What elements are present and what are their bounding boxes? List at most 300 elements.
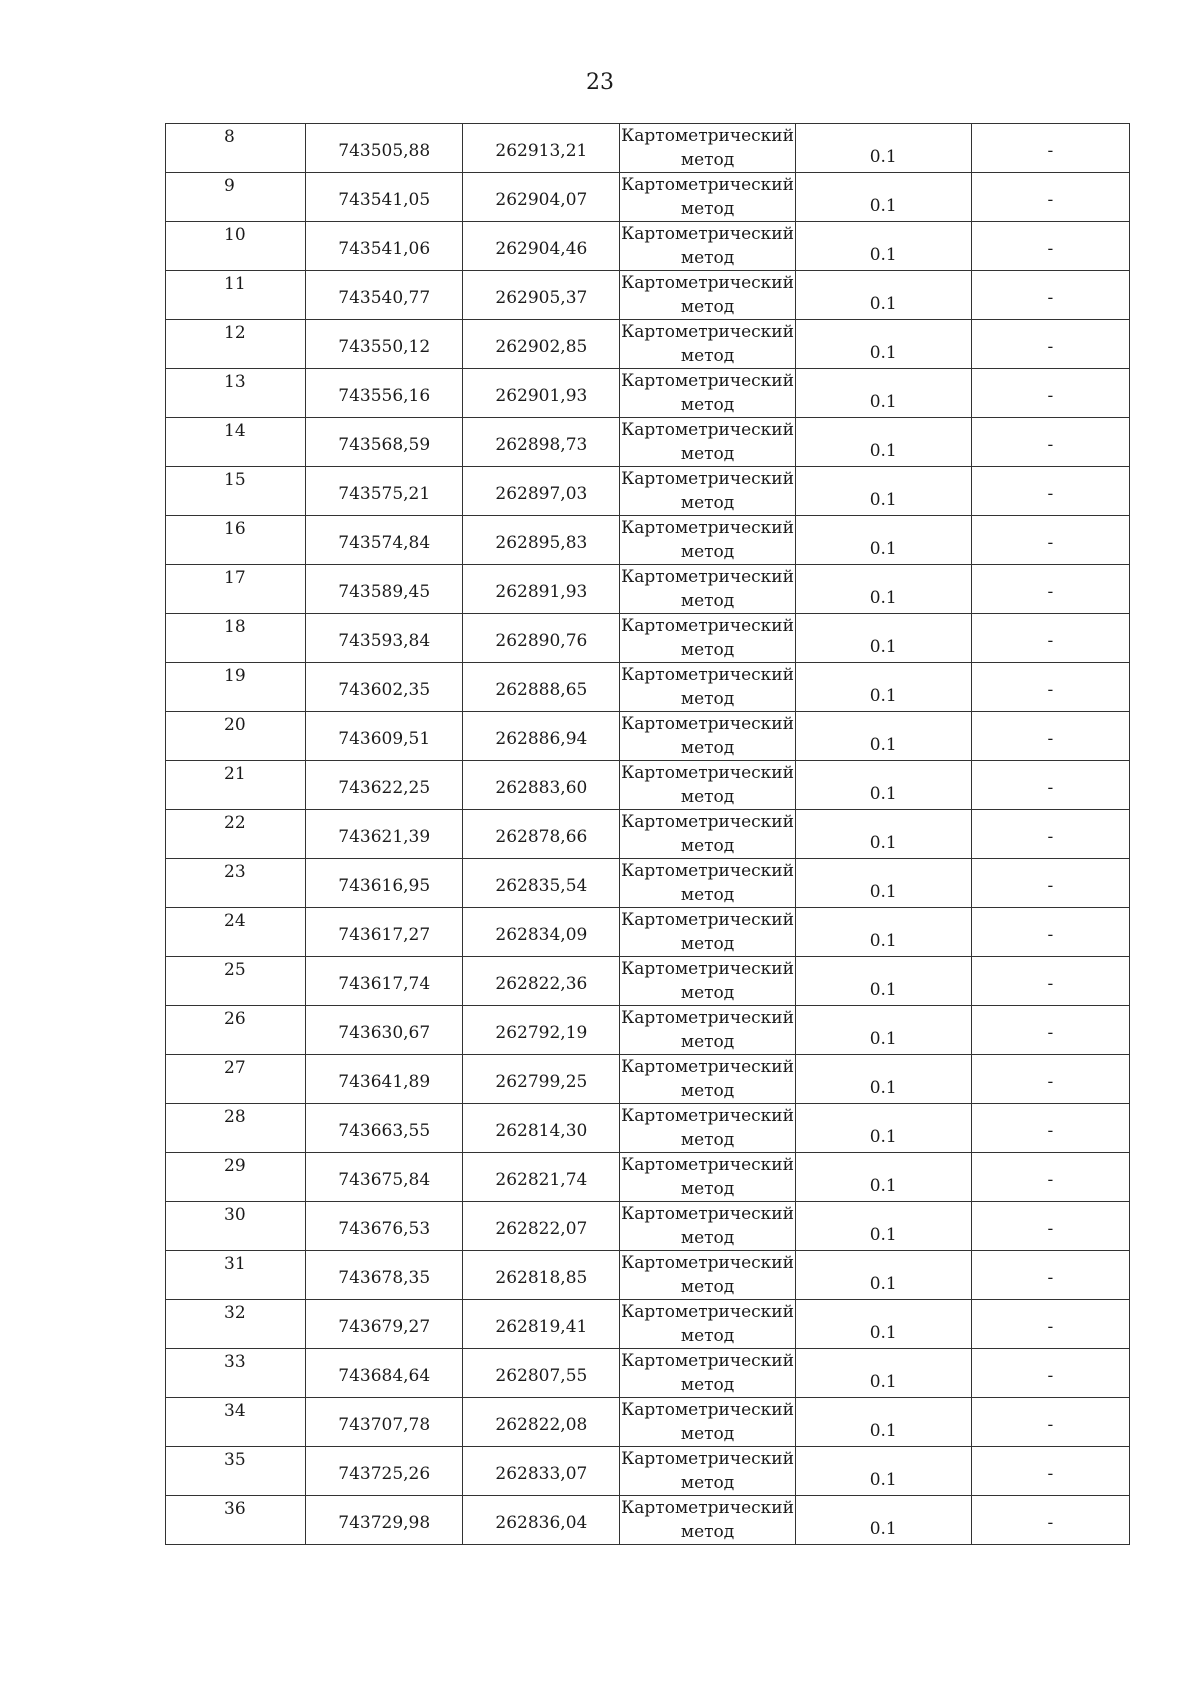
accuracy-cell	[795, 1202, 971, 1251]
method-text: Картометрический метод	[621, 1498, 794, 1542]
table-row	[166, 1202, 1130, 1251]
method-cell	[620, 1447, 795, 1496]
method-text: Картометрический метод	[621, 420, 794, 464]
x-coordinate-text: 743641,89	[338, 1072, 431, 1092]
x-coordinate-cell	[306, 1202, 463, 1251]
description-text: -	[1047, 435, 1054, 455]
y-coordinate-text: 262913,21	[495, 141, 588, 161]
accuracy-text: 0.1	[869, 245, 897, 265]
x-coordinate-cell	[306, 1251, 463, 1300]
description-text: -	[1047, 1072, 1054, 1092]
x-coordinate-cell	[306, 565, 463, 614]
description-cell	[971, 1300, 1129, 1349]
point-number-text: 17	[224, 568, 246, 588]
x-coordinate-cell	[306, 173, 463, 222]
method-text: Картометрический метод	[621, 1351, 794, 1395]
x-coordinate-text: 743589,45	[338, 582, 431, 602]
x-coordinate-text: 743609,51	[338, 729, 431, 749]
point-number-text: 8	[224, 127, 235, 147]
point-number-text: 35	[224, 1450, 246, 1470]
y-coordinate-cell	[463, 712, 620, 761]
description-cell	[971, 1055, 1129, 1104]
y-coordinate-text: 262905,37	[495, 288, 588, 308]
x-coordinate-cell	[306, 859, 463, 908]
description-cell	[971, 320, 1129, 369]
description-text: -	[1047, 1219, 1054, 1239]
point-number-cell	[166, 957, 306, 1006]
accuracy-text: 0.1	[869, 1127, 897, 1147]
accuracy-cell	[795, 1349, 971, 1398]
point-number-cell	[166, 1251, 306, 1300]
point-number-cell	[166, 663, 306, 712]
description-text: -	[1047, 190, 1054, 210]
accuracy-text: 0.1	[869, 588, 897, 608]
x-coordinate-cell	[306, 1398, 463, 1447]
accuracy-text: 0.1	[869, 392, 897, 412]
method-cell	[620, 1055, 795, 1104]
point-number-text: 11	[224, 274, 246, 294]
method-cell	[620, 614, 795, 663]
x-coordinate-text: 743568,59	[338, 435, 431, 455]
x-coordinate-text: 743616,95	[338, 876, 431, 896]
y-coordinate-text: 262836,04	[495, 1513, 588, 1533]
point-number-text: 23	[224, 862, 246, 882]
y-coordinate-cell	[463, 1447, 620, 1496]
description-cell	[971, 663, 1129, 712]
accuracy-text: 0.1	[869, 1421, 897, 1441]
y-coordinate-text: 262904,46	[495, 239, 588, 259]
point-number-text: 22	[224, 813, 246, 833]
accuracy-text: 0.1	[869, 1470, 897, 1490]
method-cell	[620, 320, 795, 369]
accuracy-text: 0.1	[869, 784, 897, 804]
x-coordinate-text: 743707,78	[338, 1415, 431, 1435]
description-text: -	[1047, 1464, 1054, 1484]
page-number: 23	[586, 70, 614, 95]
y-coordinate-text: 262891,93	[495, 582, 588, 602]
description-cell	[971, 1104, 1129, 1153]
y-coordinate-cell	[463, 1349, 620, 1398]
description-text: -	[1047, 1317, 1054, 1337]
point-number-text: 30	[224, 1205, 246, 1225]
y-coordinate-text: 262792,19	[495, 1023, 588, 1043]
description-cell	[971, 1251, 1129, 1300]
description-text: -	[1047, 288, 1054, 308]
method-text: Картометрический метод	[621, 1400, 794, 1444]
y-coordinate-cell	[463, 1104, 620, 1153]
method-text: Картометрический метод	[621, 1008, 794, 1052]
method-cell	[620, 1496, 795, 1545]
method-text: Картометрический метод	[621, 861, 794, 905]
table-row	[166, 1251, 1130, 1300]
table-row	[166, 173, 1130, 222]
table-row	[166, 761, 1130, 810]
method-cell	[620, 1202, 795, 1251]
method-cell	[620, 859, 795, 908]
y-coordinate-cell	[463, 418, 620, 467]
y-coordinate-text: 262888,65	[495, 680, 588, 700]
description-cell	[971, 1202, 1129, 1251]
x-coordinate-text: 743684,64	[338, 1366, 431, 1386]
y-coordinate-cell	[463, 369, 620, 418]
y-coordinate-cell	[463, 859, 620, 908]
method-text: Картометрический метод	[621, 567, 794, 611]
method-text: Картометрический метод	[621, 224, 794, 268]
point-number-text: 18	[224, 617, 246, 637]
method-cell	[620, 1251, 795, 1300]
y-coordinate-cell	[463, 320, 620, 369]
accuracy-text: 0.1	[869, 1274, 897, 1294]
point-number-text: 36	[224, 1499, 246, 1519]
x-coordinate-text: 743556,16	[338, 386, 431, 406]
point-number-text: 26	[224, 1009, 246, 1029]
description-text: -	[1047, 1268, 1054, 1288]
method-text: Картометрический метод	[621, 1204, 794, 1248]
method-cell	[620, 1104, 795, 1153]
x-coordinate-text: 743621,39	[338, 827, 431, 847]
method-text: Картометрический метод	[621, 616, 794, 660]
y-coordinate-text: 262895,83	[495, 533, 588, 553]
table-body	[166, 124, 1130, 1545]
point-number-cell	[166, 1006, 306, 1055]
y-coordinate-text: 262822,08	[495, 1415, 588, 1435]
description-cell	[971, 124, 1129, 173]
point-number-text: 9	[224, 176, 235, 196]
point-number-text: 10	[224, 225, 246, 245]
x-coordinate-text: 743540,77	[338, 288, 431, 308]
point-number-text: 20	[224, 715, 246, 735]
method-text: Картометрический метод	[621, 1106, 794, 1150]
y-coordinate-cell	[463, 1202, 620, 1251]
accuracy-text: 0.1	[869, 931, 897, 951]
point-number-cell	[166, 1055, 306, 1104]
point-number-cell	[166, 1447, 306, 1496]
table-row	[166, 516, 1130, 565]
method-text: Картометрический метод	[621, 763, 794, 807]
x-coordinate-cell	[306, 369, 463, 418]
method-text: Картометрический метод	[621, 469, 794, 513]
description-text: -	[1047, 386, 1054, 406]
y-coordinate-cell	[463, 222, 620, 271]
accuracy-cell	[795, 467, 971, 516]
description-cell	[971, 467, 1129, 516]
accuracy-cell	[795, 1300, 971, 1349]
point-number-cell	[166, 173, 306, 222]
description-cell	[971, 1349, 1129, 1398]
point-number-text: 31	[224, 1254, 246, 1274]
x-coordinate-text: 743593,84	[338, 631, 431, 651]
table-row	[166, 663, 1130, 712]
table-row	[166, 810, 1130, 859]
accuracy-text: 0.1	[869, 833, 897, 853]
x-coordinate-cell	[306, 1153, 463, 1202]
description-text: -	[1047, 876, 1054, 896]
accuracy-cell	[795, 1398, 971, 1447]
x-coordinate-text: 743541,06	[338, 239, 431, 259]
point-number-cell	[166, 859, 306, 908]
method-cell	[620, 124, 795, 173]
description-cell	[971, 859, 1129, 908]
point-number-text: 24	[224, 911, 246, 931]
accuracy-text: 0.1	[869, 637, 897, 657]
method-text: Картометрический метод	[621, 665, 794, 709]
accuracy-text: 0.1	[869, 490, 897, 510]
point-number-text: 13	[224, 372, 246, 392]
accuracy-text: 0.1	[869, 686, 897, 706]
table-row	[166, 320, 1130, 369]
method-cell	[620, 908, 795, 957]
y-coordinate-text: 262818,85	[495, 1268, 588, 1288]
accuracy-cell	[795, 1104, 971, 1153]
description-cell	[971, 1447, 1129, 1496]
y-coordinate-cell	[463, 908, 620, 957]
x-coordinate-cell	[306, 908, 463, 957]
accuracy-cell	[795, 1006, 971, 1055]
accuracy-cell	[795, 565, 971, 614]
description-text: -	[1047, 1513, 1054, 1533]
y-coordinate-cell	[463, 565, 620, 614]
y-coordinate-text: 262901,93	[495, 386, 588, 406]
description-cell	[971, 271, 1129, 320]
description-text: -	[1047, 729, 1054, 749]
x-coordinate-cell	[306, 320, 463, 369]
accuracy-text: 0.1	[869, 294, 897, 314]
description-cell	[971, 369, 1129, 418]
table-row	[166, 712, 1130, 761]
method-text: Картометрический метод	[621, 959, 794, 1003]
method-text: Картометрический метод	[621, 371, 794, 415]
accuracy-cell	[795, 173, 971, 222]
point-number-cell	[166, 271, 306, 320]
description-text: -	[1047, 484, 1054, 504]
x-coordinate-text: 743678,35	[338, 1268, 431, 1288]
x-coordinate-text: 743676,53	[338, 1219, 431, 1239]
description-text: -	[1047, 1366, 1054, 1386]
x-coordinate-cell	[306, 663, 463, 712]
method-cell	[620, 271, 795, 320]
table-row	[166, 1496, 1130, 1545]
x-coordinate-text: 743675,84	[338, 1170, 431, 1190]
point-number-cell	[166, 222, 306, 271]
table-row	[166, 418, 1130, 467]
y-coordinate-text: 262878,66	[495, 827, 588, 847]
y-coordinate-cell	[463, 1251, 620, 1300]
accuracy-cell	[795, 712, 971, 761]
x-coordinate-cell	[306, 1300, 463, 1349]
method-text: Картометрический метод	[621, 714, 794, 758]
method-cell	[620, 173, 795, 222]
accuracy-cell	[795, 1153, 971, 1202]
y-coordinate-text: 262799,25	[495, 1072, 588, 1092]
x-coordinate-cell	[306, 516, 463, 565]
x-coordinate-cell	[306, 271, 463, 320]
x-coordinate-cell	[306, 1104, 463, 1153]
y-coordinate-cell	[463, 1300, 620, 1349]
method-cell	[620, 418, 795, 467]
accuracy-text: 0.1	[869, 1519, 897, 1539]
description-text: -	[1047, 778, 1054, 798]
table-row	[166, 467, 1130, 516]
y-coordinate-text: 262819,41	[495, 1317, 588, 1337]
method-text: Картометрический метод	[621, 1449, 794, 1493]
y-coordinate-cell	[463, 957, 620, 1006]
x-coordinate-text: 743505,88	[338, 141, 431, 161]
y-coordinate-text: 262897,03	[495, 484, 588, 504]
method-cell	[620, 663, 795, 712]
accuracy-cell	[795, 957, 971, 1006]
description-cell	[971, 173, 1129, 222]
table-row	[166, 124, 1130, 173]
description-cell	[971, 1496, 1129, 1545]
description-cell	[971, 712, 1129, 761]
table-row	[166, 271, 1130, 320]
description-cell	[971, 1153, 1129, 1202]
point-number-cell	[166, 1496, 306, 1545]
description-text: -	[1047, 974, 1054, 994]
description-text: -	[1047, 1121, 1054, 1141]
method-cell	[620, 1349, 795, 1398]
table-row	[166, 614, 1130, 663]
accuracy-text: 0.1	[869, 441, 897, 461]
description-cell	[971, 565, 1129, 614]
y-coordinate-text: 262822,36	[495, 974, 588, 994]
point-number-cell	[166, 1300, 306, 1349]
y-coordinate-cell	[463, 761, 620, 810]
table-row	[166, 369, 1130, 418]
method-text: Картометрический метод	[621, 273, 794, 317]
method-cell	[620, 761, 795, 810]
y-coordinate-text: 262835,54	[495, 876, 588, 896]
method-cell	[620, 1398, 795, 1447]
point-number-text: 28	[224, 1107, 246, 1127]
y-coordinate-text: 262822,07	[495, 1219, 588, 1239]
accuracy-text: 0.1	[869, 735, 897, 755]
x-coordinate-cell	[306, 810, 463, 859]
description-text: -	[1047, 141, 1054, 161]
method-text: Картометрический метод	[621, 518, 794, 562]
x-coordinate-cell	[306, 124, 463, 173]
y-coordinate-cell	[463, 516, 620, 565]
point-number-text: 12	[224, 323, 246, 343]
description-text: -	[1047, 533, 1054, 553]
accuracy-cell	[795, 908, 971, 957]
y-coordinate-text: 262904,07	[495, 190, 588, 210]
accuracy-cell	[795, 1251, 971, 1300]
description-text: -	[1047, 827, 1054, 847]
point-number-cell	[166, 1398, 306, 1447]
accuracy-cell	[795, 1447, 971, 1496]
x-coordinate-cell	[306, 1496, 463, 1545]
description-text: -	[1047, 239, 1054, 259]
y-coordinate-text: 262833,07	[495, 1464, 588, 1484]
description-cell	[971, 761, 1129, 810]
description-cell	[971, 957, 1129, 1006]
x-coordinate-cell	[306, 1349, 463, 1398]
point-number-cell	[166, 1202, 306, 1251]
accuracy-cell	[795, 516, 971, 565]
table-row	[166, 908, 1130, 957]
y-coordinate-text: 262890,76	[495, 631, 588, 651]
point-number-cell	[166, 565, 306, 614]
description-text: -	[1047, 631, 1054, 651]
method-text: Картометрический метод	[621, 1155, 794, 1199]
description-text: -	[1047, 582, 1054, 602]
accuracy-text: 0.1	[869, 1225, 897, 1245]
table-row	[166, 565, 1130, 614]
x-coordinate-text: 743541,05	[338, 190, 431, 210]
y-coordinate-cell	[463, 1496, 620, 1545]
y-coordinate-cell	[463, 810, 620, 859]
accuracy-text: 0.1	[869, 1029, 897, 1049]
accuracy-cell	[795, 418, 971, 467]
method-cell	[620, 712, 795, 761]
description-text: -	[1047, 1170, 1054, 1190]
point-number-cell	[166, 1104, 306, 1153]
method-cell	[620, 1006, 795, 1055]
point-number-text: 27	[224, 1058, 246, 1078]
accuracy-cell	[795, 810, 971, 859]
method-cell	[620, 369, 795, 418]
x-coordinate-text: 743679,27	[338, 1317, 431, 1337]
accuracy-text: 0.1	[869, 343, 897, 363]
method-text: Картометрический метод	[621, 1057, 794, 1101]
coordinates-table	[165, 123, 1130, 1545]
x-coordinate-text: 743575,21	[338, 484, 431, 504]
accuracy-text: 0.1	[869, 980, 897, 1000]
method-cell	[620, 1153, 795, 1202]
x-coordinate-cell	[306, 467, 463, 516]
x-coordinate-text: 743550,12	[338, 337, 431, 357]
description-cell	[971, 222, 1129, 271]
method-text: Картометрический метод	[621, 910, 794, 954]
x-coordinate-text: 743630,67	[338, 1023, 431, 1043]
y-coordinate-cell	[463, 1153, 620, 1202]
accuracy-cell	[795, 761, 971, 810]
method-text: Картометрический метод	[621, 1302, 794, 1346]
method-cell	[620, 565, 795, 614]
table-row	[166, 1447, 1130, 1496]
x-coordinate-cell	[306, 1447, 463, 1496]
method-cell	[620, 467, 795, 516]
y-coordinate-cell	[463, 467, 620, 516]
point-number-cell	[166, 761, 306, 810]
description-cell	[971, 418, 1129, 467]
point-number-cell	[166, 908, 306, 957]
x-coordinate-text: 743663,55	[338, 1121, 431, 1141]
y-coordinate-cell	[463, 1006, 620, 1055]
point-number-cell	[166, 124, 306, 173]
table-row	[166, 222, 1130, 271]
table-row	[166, 859, 1130, 908]
accuracy-cell	[795, 663, 971, 712]
accuracy-cell	[795, 1496, 971, 1545]
accuracy-cell	[795, 1055, 971, 1104]
accuracy-cell	[795, 369, 971, 418]
accuracy-cell	[795, 124, 971, 173]
method-cell	[620, 1300, 795, 1349]
method-text: Картометрический метод	[621, 322, 794, 366]
method-cell	[620, 957, 795, 1006]
x-coordinate-cell	[306, 614, 463, 663]
point-number-text: 29	[224, 1156, 246, 1176]
description-cell	[971, 908, 1129, 957]
description-cell	[971, 614, 1129, 663]
x-coordinate-cell	[306, 1055, 463, 1104]
method-cell	[620, 222, 795, 271]
x-coordinate-text: 743617,74	[338, 974, 431, 994]
accuracy-cell	[795, 614, 971, 663]
x-coordinate-cell	[306, 712, 463, 761]
